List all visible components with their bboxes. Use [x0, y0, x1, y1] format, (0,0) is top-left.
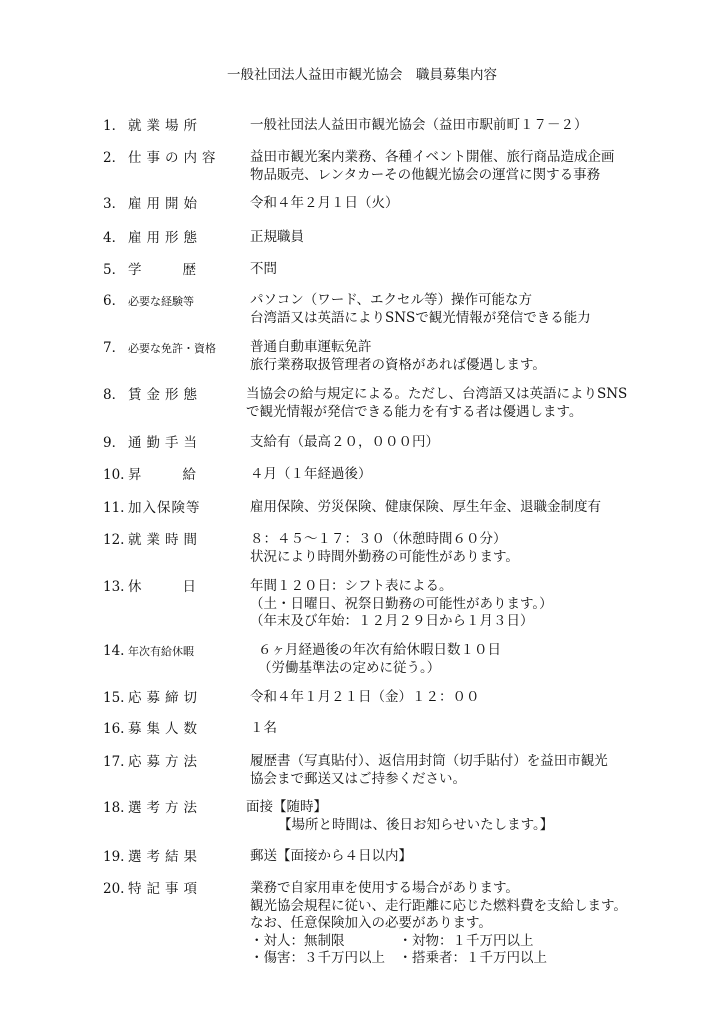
content-line: ４月（１年経過後）	[250, 466, 372, 482]
item-content	[250, 434, 439, 452]
item-number: 6．	[103, 293, 126, 309]
content-line: 旅行業務取扱管理者の資格があれば優遇します。	[250, 356, 546, 373]
content-line: 履歴書（写真貼付）、返信用封筒（切手貼付）を益田市観光	[250, 753, 608, 769]
item-content	[250, 531, 519, 566]
content-line: ６ヶ月経過後の年次有給休暇日数１０日	[258, 642, 501, 658]
item-number: 14.	[103, 643, 125, 659]
item-number: 20.	[103, 881, 125, 897]
item-label: 応募締切	[128, 690, 202, 706]
content-line: なお、任意保険加入の必要があります。	[250, 915, 492, 931]
content-line: 状況により時間外勤務の可能性があります。	[250, 548, 519, 565]
item-content	[250, 292, 591, 327]
item-label: 賃金形態	[128, 387, 202, 403]
content-line: 普通自動車運転免許	[250, 339, 372, 355]
item-label: 就業場所	[128, 118, 202, 134]
item-content	[246, 799, 553, 834]
document-title: 一般社団法人益田市観光協会 職員募集内容	[227, 67, 497, 83]
item-number: 15.	[103, 690, 125, 706]
content-line: 【場所と時間は、後日お知らせいたします。】	[278, 816, 554, 833]
item-content	[246, 386, 627, 421]
content-line: ・傷害：３千万円以上 ・搭乗者：１千万円以上	[250, 950, 547, 966]
item-label: 通勤手当	[128, 435, 202, 451]
item-label: 応募方法	[128, 754, 202, 770]
content-line: パソコン（ワード、エクセル等）操作可能な方	[250, 292, 533, 308]
content-line: 台湾語又は英語によりSNSで観光情報が発信できる能力	[250, 309, 591, 326]
content-line: 令和４年１月２１日（金）１２：００	[250, 689, 480, 705]
item-label: 学歴	[128, 262, 237, 278]
item-number: 18.	[103, 800, 125, 816]
content-line: 協会まで郵送又はご持参ください。	[250, 770, 466, 787]
content-line: 面接【随時】	[246, 799, 327, 815]
item-content	[250, 880, 627, 968]
item-content	[250, 339, 546, 374]
item-content	[250, 689, 480, 707]
item-content	[250, 117, 588, 135]
content-line: 正規職員	[250, 229, 304, 245]
content-line: 支給有（最高２０，０００円）	[250, 434, 439, 450]
item-label: 募集人数	[128, 721, 202, 737]
item-content	[250, 578, 553, 631]
item-label: 年次有給休暇	[128, 645, 194, 658]
item-content	[250, 149, 615, 184]
item-number: 8．	[103, 387, 126, 403]
item-number: 7．	[103, 340, 126, 356]
item-content	[250, 499, 601, 517]
item-label: 休日	[128, 579, 237, 595]
item-number: 19.	[103, 849, 125, 865]
content-line: （労働基準法の定めに従う。）	[258, 659, 441, 676]
item-label: 必要な経験等	[128, 295, 194, 308]
content-line: 年間１２０日：シフト表による。	[250, 578, 453, 594]
content-line: ８：４５～１７：３０（休憩時間６０分）	[250, 531, 507, 547]
item-number: 9．	[103, 435, 126, 451]
content-line: 一般社団法人益田市観光協会（益田市駅前町１７－２）	[250, 117, 588, 133]
content-line: （土・日曜日、祝祭日勤務の可能性があります。）	[250, 595, 553, 612]
item-label: 雇用開始	[128, 196, 202, 212]
content-line: 業務で自家用車を使用する場合があります。	[250, 880, 519, 896]
content-line: 雇用保険、労災保険、健康保険、厚生年金、退職金制度有	[250, 499, 601, 515]
item-label: 特記事項	[128, 881, 202, 897]
content-line: 令和４年２月１日（火）	[250, 195, 399, 211]
item-label: 就業時間	[128, 532, 202, 548]
content-line: １名	[250, 720, 277, 736]
item-number: 3．	[103, 196, 126, 212]
item-number: 4．	[103, 230, 126, 246]
item-number: 17.	[103, 754, 125, 770]
item-content	[250, 753, 608, 788]
item-content	[250, 261, 277, 279]
content-line: で観光情報が発信できる能力を有する者は優遇します。	[246, 403, 583, 420]
content-line: 物品販売、レンタカーその他観光協会の運営に関する事務	[250, 166, 601, 183]
item-label: 雇用形態	[128, 230, 202, 246]
item-number: 13.	[103, 579, 125, 595]
item-label: 仕事の内容	[128, 150, 221, 166]
content-line: 不問	[250, 261, 277, 277]
item-label: 選考結果	[128, 849, 202, 865]
item-content	[250, 229, 304, 247]
item-number: 12.	[103, 532, 125, 548]
item-content	[250, 848, 412, 866]
item-number: 11.	[103, 500, 125, 516]
content-line: （年末及び年始：１２月２９日から１月３日）	[250, 613, 534, 629]
content-line: 当協会の給与規定による。ただし、台湾語又は英語によりSNS	[246, 386, 628, 402]
content-line: 益田市観光案内業務、各種イベント開催、旅行商品造成企画	[250, 149, 615, 165]
item-number: 16.	[103, 721, 125, 737]
item-label: 昇給	[128, 467, 237, 483]
item-label: 必要な免許・資格	[128, 342, 216, 355]
item-label: 選考方法	[128, 800, 202, 816]
content-line: 観光協会規程に従い、走行距離に応じた燃料費を支給します。	[250, 897, 627, 914]
item-number: 10.	[103, 467, 125, 483]
item-number: 5．	[103, 262, 126, 278]
item-content	[250, 466, 372, 484]
item-content	[250, 195, 399, 213]
item-number: 1．	[103, 118, 126, 134]
item-label: 加入保険等	[128, 500, 201, 516]
item-content	[250, 642, 501, 677]
content-line: 郵送【面接から４日以内】	[250, 848, 412, 864]
content-line: ・対人：無制限 ・対物：１千万円以上	[250, 932, 534, 949]
item-content	[250, 720, 277, 738]
item-number: 2．	[103, 150, 126, 166]
